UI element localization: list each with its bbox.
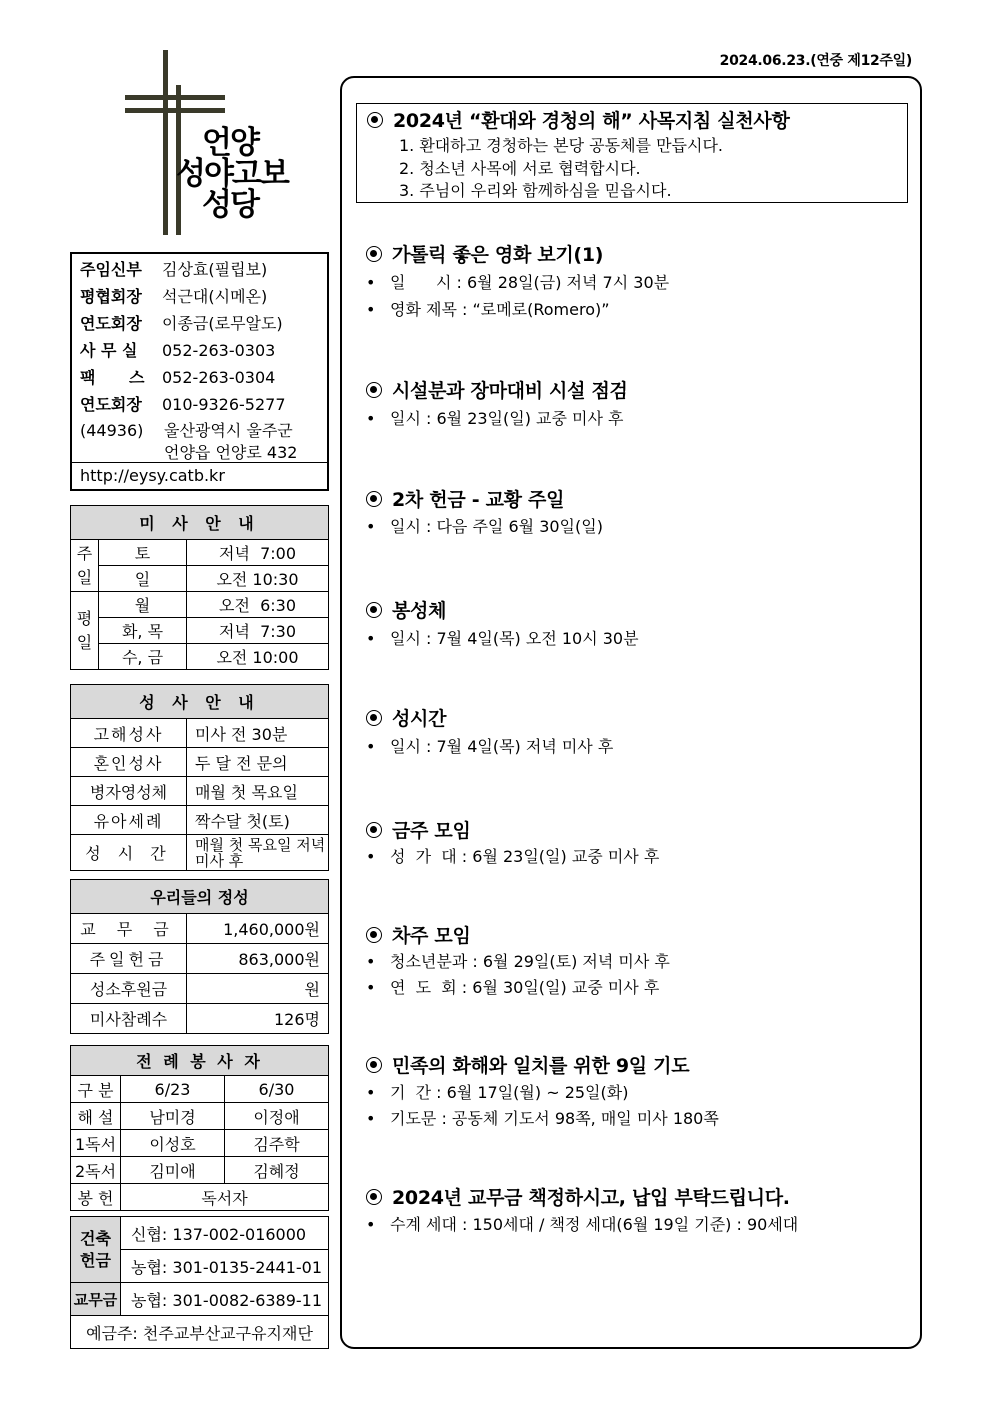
bulletin-date: 2024.06.23.(연중 제12주일) <box>719 53 912 69</box>
notice-line: • 청소년분과 : 6월 29일(토) 저녁 미사 후 <box>366 952 670 971</box>
mass-day: 일 <box>99 566 187 592</box>
notice-text: 일시 : 6월 23일(일) 교중 미사 후 <box>390 409 624 428</box>
offering-amount: 원 <box>187 974 329 1004</box>
account-holder: 예금주: 천주교부산교구유지재단 <box>71 1316 329 1349</box>
servers-date: 6/23 <box>121 1076 225 1103</box>
accounts-table <box>70 1216 329 1349</box>
notice-line: • 기도문 : 공동체 기도서 98쪽, 매일 미사 180쪽 <box>366 1109 719 1128</box>
dues-label: 교무금 <box>71 1283 121 1316</box>
server-role: 봉 헌 <box>71 1184 121 1211</box>
notice-text: 일시 : 7월 4일(목) 저녁 미사 후 <box>390 737 614 756</box>
sacrament-info: 두 달 전 문의 <box>187 748 329 777</box>
sacrament-name: 성 시 간 <box>71 835 187 871</box>
notice-heading <box>366 240 603 267</box>
sunday-label: 주일 <box>71 540 99 592</box>
sacrament-name: 고해성사 <box>71 719 187 748</box>
notice-text: 기도문 : 공동체 기도서 98쪽, 매일 미사 180쪽 <box>390 1109 719 1128</box>
parish-name-line1: 언양 <box>202 125 258 161</box>
bullet-icon <box>366 491 382 507</box>
info-row <box>80 365 275 388</box>
servers-date: 6/30 <box>225 1076 329 1103</box>
offering-name: 주일헌금 <box>71 944 187 974</box>
notice-title: 민족의 화해와 일치를 위한 9일 기도 <box>392 1055 690 1077</box>
guideline-item: 3. 주님이 우리와 함께하심을 믿읍시다. <box>399 181 672 200</box>
bullet-icon <box>366 927 382 943</box>
postcode: (44936) <box>80 421 144 440</box>
bullet-icon <box>366 382 382 398</box>
server-role: 2독서 <box>71 1157 121 1184</box>
liturgy-servers-table <box>70 1045 329 1211</box>
divider <box>72 462 327 463</box>
server-name: 이정애 <box>225 1103 329 1130</box>
address-line2: 언양읍 언양로 432 <box>164 443 298 462</box>
info-row <box>80 284 267 307</box>
notice-title: 봉성체 <box>392 600 447 622</box>
server-name: 이성호 <box>121 1130 225 1157</box>
info-value: 이종금(로무알도) <box>162 314 283 333</box>
notice-title: 차주 모임 <box>392 925 471 947</box>
mass-time: 오전 6:30 <box>187 592 329 618</box>
guideline-title: 2024년 “환대와 경청의 해” 사목지침 실천사항 <box>393 110 790 132</box>
info-value: 052-263-0303 <box>162 341 276 360</box>
bank-account: 농협: 301-0082-6389-11 <box>121 1283 329 1316</box>
offering-name: 미사참례수 <box>71 1004 187 1034</box>
sacrament-name: 병자영성체 <box>71 777 187 806</box>
server-name: 남미경 <box>121 1103 225 1130</box>
notice-heading <box>366 921 471 948</box>
parish-name <box>176 125 288 223</box>
notice-text: 청소년분과 : 6월 29일(토) 저녁 미사 후 <box>390 952 670 971</box>
notice-text: 수계 세대 : 150세대 / 책정 세대(6월 19일 기준) : 90세대 <box>390 1215 799 1234</box>
offering-amount: 126명 <box>187 1004 329 1034</box>
notice-line: • 일 시 : 6월 28일(금) 저녁 7시 30분 <box>366 273 670 292</box>
info-value: 010-9326-5277 <box>162 395 286 414</box>
sacrament-info: 짝수달 첫(토) <box>187 806 329 835</box>
sacrament-title: 성 사 안 내 <box>71 685 329 719</box>
sacrament-name: 혼인성사 <box>71 748 187 777</box>
mass-day: 화, 목 <box>99 618 187 644</box>
offerings-table <box>70 879 329 1034</box>
notice-heading <box>366 704 446 731</box>
mass-time: 오전 10:30 <box>187 566 329 592</box>
guideline-heading <box>367 106 790 133</box>
info-key: 팩 스 <box>80 368 159 387</box>
parish-name-line3: 성당 <box>202 187 258 223</box>
mass-time: 오전 10:00 <box>187 644 329 670</box>
info-value: 052-263-0304 <box>162 368 276 387</box>
address-line1: 울산광역시 울주군 <box>164 421 293 440</box>
server-name: 김주학 <box>225 1130 329 1157</box>
notice-heading <box>366 816 471 843</box>
sacrament-name: 유아세례 <box>71 806 187 835</box>
offering-name: 교 무 금 <box>71 914 187 944</box>
offering-name: 성소후원금 <box>71 974 187 1004</box>
servers-title: 전 례 봉 사 자 <box>71 1046 329 1076</box>
mass-day: 수, 금 <box>99 644 187 670</box>
building-fund-label: 건축헌금 <box>71 1217 121 1283</box>
sacrament-info: 매월 첫 목요일 <box>187 777 329 806</box>
notice-line: • 연 도 회 : 6월 30일(일) 교중 미사 후 <box>366 978 660 997</box>
mass-day: 월 <box>99 592 187 618</box>
servers-header: 구 분 <box>71 1076 121 1103</box>
notice-heading <box>366 1051 689 1078</box>
bullet-icon <box>366 822 382 838</box>
info-row <box>80 338 275 361</box>
offering-amount: 1,460,000원 <box>187 914 329 944</box>
bullet-icon <box>366 602 382 618</box>
parish-name-line2: 성야고보 <box>176 156 288 192</box>
info-key: 주임신부 <box>80 260 142 279</box>
info-key: 연도회장 <box>80 395 142 414</box>
notice-line: • 일시 : 7월 4일(목) 저녁 미사 후 <box>366 737 614 756</box>
notice-heading <box>366 485 564 512</box>
sacrament-table <box>70 684 329 871</box>
notice-text: 일 시 : 6월 28일(금) 저녁 7시 30분 <box>390 273 670 292</box>
notice-line: • 기 간 : 6월 17일(월) ~ 25일(화) <box>366 1083 629 1102</box>
notice-line: • 영화 제목 : “로메로(Romero)” <box>366 300 610 319</box>
bullet-icon <box>366 710 382 726</box>
server-role: 1독서 <box>71 1130 121 1157</box>
server-name: 김미애 <box>121 1157 225 1184</box>
notice-title: 시설분과 장마대비 시설 점검 <box>392 380 628 402</box>
notice-line: • 일시 : 7월 4일(목) 오전 10시 30분 <box>366 629 639 648</box>
info-value: 김상효(필립보) <box>162 260 268 279</box>
bank-account: 신협: 137-002-016000 <box>121 1217 329 1250</box>
offerings-title: 우리들의 정성 <box>71 880 329 914</box>
notice-title: 2024년 교무금 책정하시고, 납입 부탁드립니다. <box>392 1187 790 1209</box>
offering-amount: 863,000원 <box>187 944 329 974</box>
bullet-icon <box>366 1189 382 1205</box>
notice-title: 가톨릭 좋은 영화 보기(1) <box>392 244 604 266</box>
server-name: 독서자 <box>121 1184 329 1211</box>
info-key: 평협회장 <box>80 287 142 306</box>
notice-line: • 일시 : 6월 23일(일) 교중 미사 후 <box>366 409 624 428</box>
info-value: 석근대(시메온) <box>162 287 268 306</box>
guideline-item: 2. 청소년 사목에 서로 협력합시다. <box>399 159 641 178</box>
info-row <box>80 257 267 280</box>
notice-text: 성 가 대 : 6월 23일(일) 교중 미사 후 <box>390 847 660 866</box>
notice-text: 일시 : 다음 주일 6월 30일(일) <box>390 517 603 536</box>
server-name: 김혜정 <box>225 1157 329 1184</box>
notice-title: 2차 헌금 - 교황 주일 <box>392 489 565 511</box>
mass-title: 미 사 안 내 <box>71 506 329 540</box>
guideline-box <box>356 103 908 203</box>
website-link[interactable]: http://eysy.catb.kr <box>80 466 225 485</box>
notice-heading <box>366 376 628 403</box>
notice-title: 성시간 <box>392 708 447 730</box>
bullet-icon <box>367 112 383 128</box>
notice-text: 영화 제목 : “로메로(Romero)” <box>390 300 610 319</box>
guideline-item: 1. 환대하고 경청하는 본당 공동체를 만듭시다. <box>399 136 723 155</box>
notice-title: 금주 모임 <box>392 820 471 842</box>
info-key: 연도회장 <box>80 314 142 333</box>
address-row <box>80 418 293 441</box>
parish-info-box <box>70 252 329 491</box>
info-row <box>80 311 283 334</box>
notice-line: • 일시 : 다음 주일 6월 30일(일) <box>366 517 603 536</box>
weekday-label: 평일 <box>71 592 99 670</box>
bullet-icon <box>366 246 382 262</box>
notice-text: 일시 : 7월 4일(목) 오전 10시 30분 <box>390 629 639 648</box>
notice-line: • 성 가 대 : 6월 23일(일) 교중 미사 후 <box>366 847 660 866</box>
mass-day: 토 <box>99 540 187 566</box>
bullet-icon <box>366 1057 382 1073</box>
info-key: 사 무 실 <box>80 341 138 360</box>
mass-time: 저녁 7:30 <box>187 618 329 644</box>
notice-line: • 수계 세대 : 150세대 / 책정 세대(6월 19일 기준) : 90세대 <box>366 1215 799 1234</box>
sacrament-info: 매월 첫 목요일 저녁미사 후 <box>187 835 329 871</box>
notice-heading <box>366 1183 790 1210</box>
bank-account: 농협: 301-0135-2441-01 <box>121 1250 329 1283</box>
server-role: 해 설 <box>71 1103 121 1130</box>
notice-text: 연 도 회 : 6월 30일(일) 교중 미사 후 <box>390 978 660 997</box>
notice-heading <box>366 596 446 623</box>
mass-time: 저녁 7:00 <box>187 540 329 566</box>
sacrament-info: 미사 전 30분 <box>187 719 329 748</box>
mass-schedule-table <box>70 505 329 670</box>
info-row <box>80 392 286 415</box>
notice-text: 기 간 : 6월 17일(월) ~ 25일(화) <box>390 1083 629 1102</box>
